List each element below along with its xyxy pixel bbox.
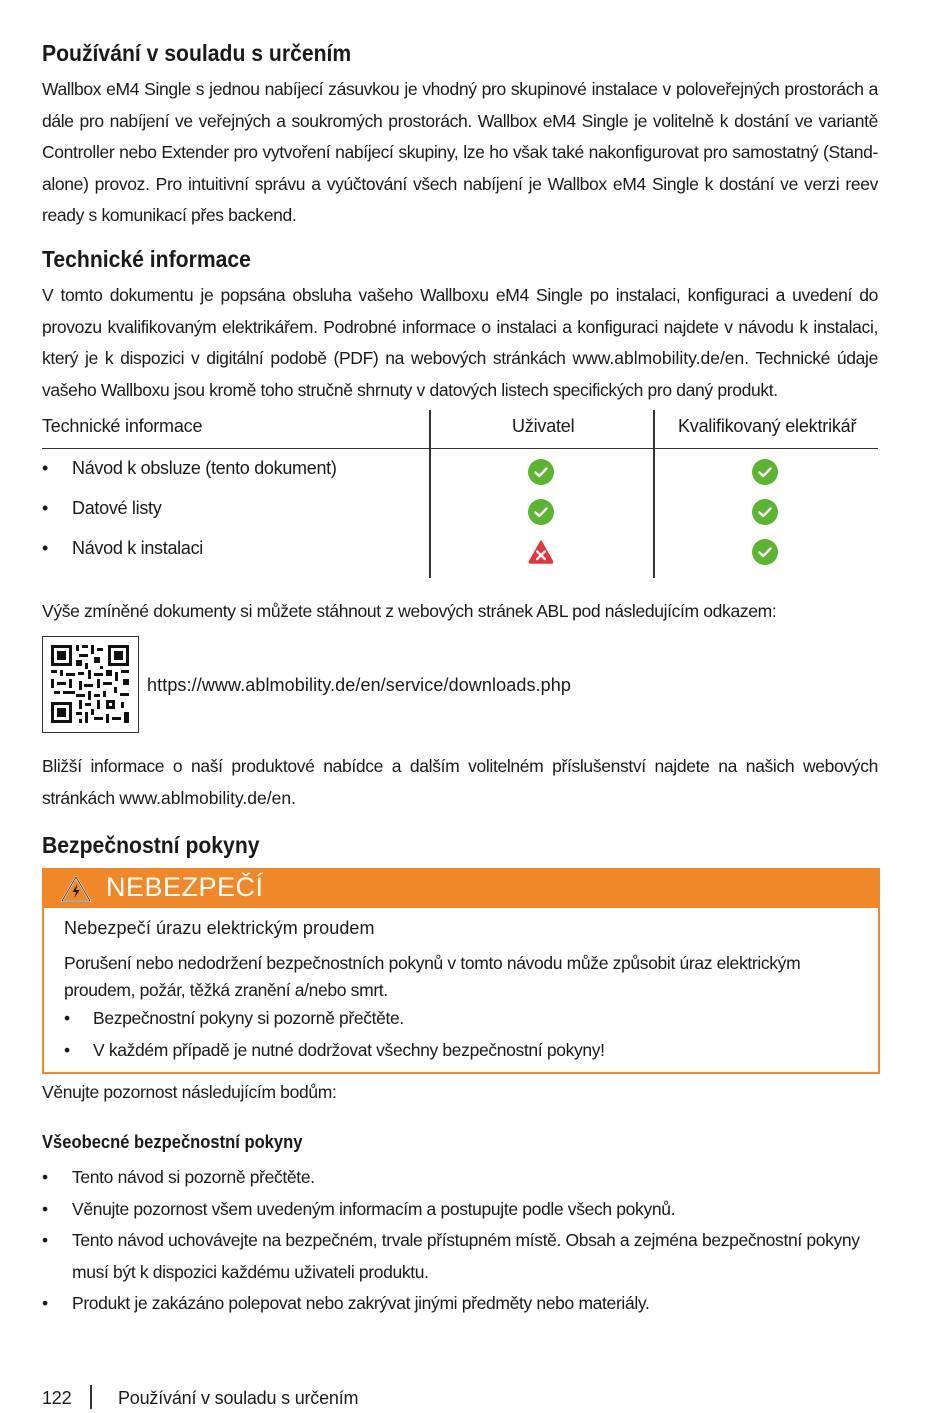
- check-icon: [752, 539, 778, 565]
- table-row: [42, 458, 878, 498]
- check-icon: [528, 459, 554, 485]
- section-text: V tomto dokumentu je popsána obsluha vašeho Wallboxu eM4 Single po instalaci, konfiguraci a uvedení do provozu kvalifikovaným elektrikářem. Podrobné informace o instalaci a konfiguraci najdete v návodu k instalaci, který je k dispozici v digitální podobě (PDF) na webových stránkách www.ablmobility.de/en. Technické údaje vašeho Wallboxu jsou kromě toho stručně shrnuty v datových listech specifických pro daný produkt.: [42, 285, 878, 400]
- bullet: •: [64, 1040, 70, 1060]
- table-header-cell: Technické informace: [42, 416, 203, 436]
- documents-table: [42, 410, 878, 578]
- qr-code: [42, 636, 139, 733]
- downloads-intro: Výše zmíněné dokumenty si můžete stáhnout z webových stránek ABL pod následujícím odkazem:: [42, 601, 777, 621]
- attention-text: Věnujte pozornost následujícím bodům:: [42, 1082, 337, 1102]
- downloads-link[interactable]: https://www.ablmobility.de/en/service/downloads.php: [147, 675, 571, 695]
- table-header-cell: Kvalifikovaný elektrikář: [678, 416, 857, 436]
- section-heading: Používání v souladu s určením: [42, 40, 352, 66]
- section-heading: Bezpečnostní pokyny: [42, 832, 260, 858]
- danger-box: NEBEZPEČÍ Nebezpečí úrazu elektrickým proudem Porušení nebo nedodržení bezpečnostních pokynů v tomto návodu může způsobit úraz elektrickým proudem, požár, těžká zranění a/nebo smrt. • Bezpečnostní pokyny si pozorně přečtěte. • V každém případě je nutné dodržovat všechny bezpečnostní pokyny!: [42, 868, 880, 1074]
- list-item: • Produkt je zakázáno polepovat nebo zakrývat jinými předměty nebo materiály.: [42, 1288, 878, 1320]
- bullet: •: [42, 538, 49, 558]
- check-icon: [752, 459, 778, 485]
- table-header-cell: Uživatel: [512, 416, 575, 436]
- section-intended-use: [42, 38, 878, 232]
- danger-title: NEBEZPEČÍ: [106, 872, 264, 902]
- danger-header: [44, 870, 878, 908]
- bullet: •: [42, 498, 49, 518]
- table-row: [42, 498, 878, 538]
- page-number: 122: [42, 1388, 72, 1408]
- section-heading: Technické informace: [42, 246, 251, 272]
- bullet: •: [42, 1198, 48, 1219]
- row-label: Návod k obsluze (tento dokument): [72, 458, 337, 478]
- table-row: [42, 538, 878, 578]
- danger-subtitle: Nebezpečí úrazu elektrickým proudem: [64, 918, 375, 938]
- danger-text: Porušení nebo nedodržení bezpečnostních pokynů v tomto návodu může způsobit úraz elektrickým proudem, požár, těžká zranění a/nebo smrt.: [64, 953, 801, 1000]
- section-safety: [42, 830, 278, 866]
- row-label: Datové listy: [72, 498, 162, 518]
- footer-title: Používání v souladu s určením: [118, 1388, 359, 1408]
- list-item: • Tento návod uchovávejte na bezpečném, trvale přístupném místě. Obsah a zejména bezpečnostní pokyny musí být k dispozici každému uživateli produktu.: [42, 1225, 878, 1288]
- website-link[interactable]: www.ablmobility.de/en: [119, 787, 292, 808]
- footer-divider: [90, 1385, 92, 1409]
- list-item: • Tento návod si pozorně přečtěte.: [42, 1162, 878, 1194]
- subsection-heading: Všeobecné bezpečnostní pokyny: [42, 1132, 303, 1152]
- bullet: •: [42, 1230, 48, 1250]
- bullet: •: [42, 458, 49, 478]
- cross-icon: [528, 539, 554, 565]
- more-info-text: Bližší informace o naší produktové nabídce a dalším volitelném příslušenství najdete na našich webových stránkách www.ablmobility.de/en.: [42, 756, 878, 808]
- website-link[interactable]: www.ablmobility.de/en: [572, 348, 745, 368]
- qr-code-icon: [43, 637, 137, 731]
- section-technical-info: [42, 244, 878, 406]
- electric-warning-icon: [60, 875, 92, 903]
- bullet: •: [42, 1167, 48, 1187]
- section-text: Wallbox eM4 Single s jednou nabíjecí zásuvkou je vhodný pro skupinové instalace v poloveřejných prostorách a dále pro nabíjení ve veřejných a soukromých prostorách. Wallbox eM4 Single je volitelně k dostání ve variantě Controller nebo Extender pro vytvoření nabíjecí skupiny, lze ho však také nakonfigurovat pro samostatný (Stand-alone) provoz. Pro intuitivní správu a vyúčtování všech nabíjení je Wallbox eM4 Single k dostání ve verzi reev ready s komunikací přes backend.: [42, 79, 878, 225]
- check-icon: [528, 499, 554, 525]
- general-safety-list: [42, 1162, 878, 1320]
- check-icon: [752, 499, 778, 525]
- bullet: •: [42, 1293, 48, 1313]
- row-label: Návod k instalaci: [72, 538, 203, 558]
- bullet: •: [64, 1008, 70, 1028]
- list-item: • Věnujte pozornost všem uvedeným informacím a postupujte podle všech pokynů.: [42, 1194, 878, 1226]
